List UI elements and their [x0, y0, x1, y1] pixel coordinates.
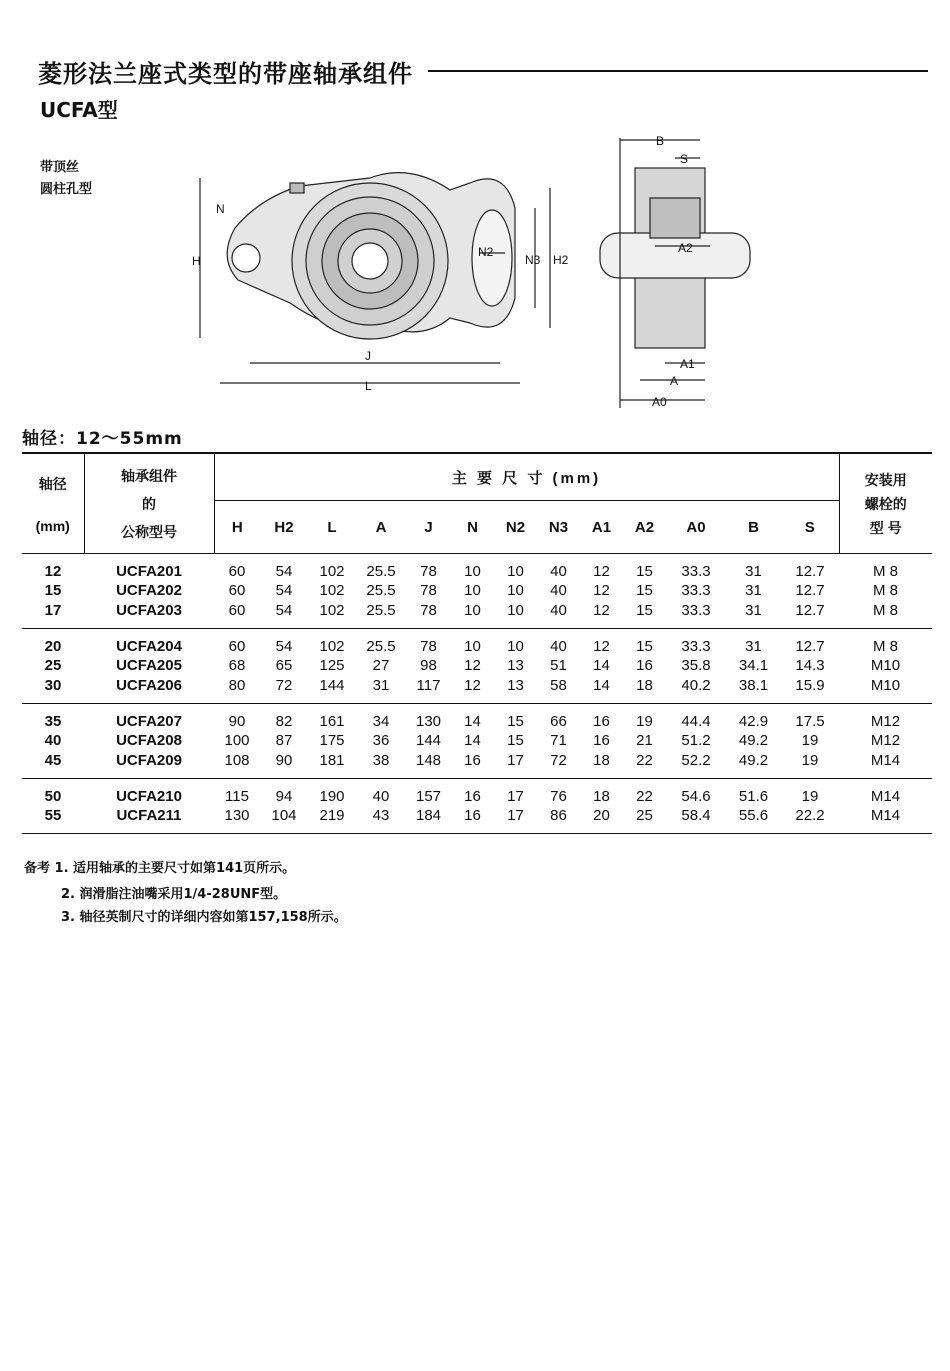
table-cell: 78 — [420, 563, 437, 581]
figure-label-cylindrical-bore: 圆柱孔型 — [40, 182, 93, 197]
table-cell: 16 — [464, 751, 481, 769]
table-cell: 31 — [745, 638, 762, 656]
table-cell: 40 — [372, 787, 390, 805]
table-cell: 10 — [507, 563, 524, 581]
header-unit — [84, 453, 214, 554]
table-cell: 60 — [228, 563, 246, 581]
dim-label-a2: A2 — [678, 241, 693, 255]
table-cell: 25.5 — [366, 638, 396, 656]
table-cell: 12 — [593, 563, 610, 581]
table-cell: 16 — [636, 657, 653, 675]
table-cell: UCFA201 — [116, 563, 182, 581]
dim-label-b: B — [656, 134, 665, 148]
table-cell: 17 — [507, 787, 524, 805]
table-cell: 40.2 — [681, 676, 711, 694]
bearing-unit-drawing — [180, 128, 780, 418]
table-cell: M12 — [870, 712, 901, 730]
table-cell: UCFA203 — [116, 601, 182, 619]
dim-label-a1: A1 — [680, 357, 695, 371]
table-cell: 51.2 — [681, 732, 711, 750]
table-cell: 25.5 — [366, 601, 396, 619]
dim-label-a: A — [670, 374, 679, 388]
table-cell: 10 — [507, 582, 524, 600]
table-cell: 14 — [593, 657, 610, 675]
table-cell: UCFA202 — [116, 582, 182, 600]
table-cell: 38.1 — [738, 676, 769, 694]
table-cell: 15 — [507, 712, 524, 730]
table-cell: 71 — [550, 732, 567, 750]
table-cell: 19 — [801, 751, 819, 769]
table-cell: 10 — [464, 601, 481, 619]
table-cell: 17 — [507, 807, 524, 825]
table-group — [22, 703, 932, 778]
table-cell: 78 — [420, 582, 437, 600]
table-cell: 58 — [550, 676, 567, 694]
table-cell: UCFA207 — [116, 712, 182, 730]
table-cell: 58.4 — [681, 807, 711, 825]
table-row — [22, 562, 932, 581]
header-bolt-l3: 型 号 — [869, 519, 902, 536]
table-cell: 27 — [372, 657, 390, 675]
dim-label-n3: N3 — [525, 253, 541, 267]
table-cell: 15 — [636, 582, 653, 600]
table-cell: 50 — [44, 787, 62, 805]
table-cell: 117 — [416, 676, 441, 694]
col-n: N — [467, 518, 478, 536]
header-bolt — [839, 453, 932, 554]
table-cell: 40 — [44, 732, 62, 750]
table-cell: 15 — [44, 582, 62, 600]
table-cell: 16 — [593, 732, 610, 750]
table-cell: 82 — [275, 712, 293, 730]
table-cell: 12 — [464, 676, 481, 694]
header-unit-l2: 的 — [142, 495, 156, 512]
table-cell: M14 — [870, 787, 901, 805]
table-cell: M12 — [870, 732, 901, 750]
table-cell: 15.9 — [795, 676, 825, 694]
table-cell: 184 — [415, 807, 442, 825]
table-cell: 12 — [464, 657, 481, 675]
table-cell: 14 — [593, 676, 610, 694]
table-cell: 49.2 — [738, 732, 769, 750]
table-cell: 16 — [593, 712, 610, 730]
header-bolt-l2: 螺栓的 — [864, 495, 907, 512]
header-shaft-l2: (mm) — [35, 517, 70, 534]
col-a: A — [375, 518, 387, 536]
table-cell: 10 — [507, 638, 524, 656]
dim-label-j: J — [365, 349, 371, 363]
table-cell: 52.2 — [681, 751, 711, 769]
table-cell: 12 — [593, 638, 610, 656]
table-cell: 148 — [415, 751, 442, 769]
table-cell: 16 — [464, 807, 481, 825]
table-row — [22, 601, 932, 620]
table-row — [22, 637, 932, 656]
table-cell: M 8 — [872, 638, 898, 656]
table-cell: 40 — [550, 563, 567, 581]
table-cell: 30 — [44, 676, 62, 694]
table-cell: 60 — [228, 601, 246, 619]
table-cell: UCFA210 — [116, 787, 182, 805]
table-cell: 33.3 — [681, 601, 711, 619]
table-row — [22, 656, 932, 675]
table-cell: 54 — [275, 601, 293, 619]
table-cell: 78 — [420, 601, 437, 619]
table-cell: 38 — [372, 751, 390, 769]
table-cell: 34 — [372, 712, 390, 730]
spec-table — [22, 452, 932, 834]
table-cell: 51.6 — [738, 787, 769, 805]
table-cell: 130 — [224, 807, 250, 825]
table-row — [22, 712, 932, 731]
table-cell: 22 — [636, 787, 653, 805]
table-cell: 25.5 — [366, 563, 396, 581]
table-cell: 80 — [228, 676, 246, 694]
table-cell: M 8 — [872, 582, 898, 600]
table-cell: 13 — [507, 676, 524, 694]
note-3: 3. 轴径英制尺寸的详细内容如第157,158所示。 — [61, 910, 347, 925]
table-cell: 60 — [228, 638, 246, 656]
table-cell: 25.5 — [366, 582, 396, 600]
table-cell: 36 — [372, 732, 390, 750]
table-cell: 22 — [636, 751, 653, 769]
table-cell: UCFA204 — [116, 638, 182, 656]
table-cell: 35.8 — [681, 657, 711, 675]
shaft-range-heading: 轴径：12～55mm — [22, 429, 183, 449]
table-cell: 33.3 — [681, 582, 711, 600]
table-cell: 22.2 — [795, 807, 825, 825]
table-cell: 66 — [550, 712, 567, 730]
header-shaft-l1: 轴径 — [38, 475, 67, 492]
header-unit-l1: 轴承组件 — [121, 467, 177, 484]
table-cell: 18 — [593, 787, 610, 805]
table-cell: 60 — [228, 582, 246, 600]
table-cell: 219 — [319, 807, 345, 825]
table-cell: 15 — [636, 601, 653, 619]
table-cell: 15 — [507, 732, 524, 750]
table-cell: 76 — [550, 787, 567, 805]
table-cell: 20 — [44, 638, 62, 656]
table-cell: 12.7 — [795, 582, 825, 600]
col-a1: A1 — [591, 518, 612, 536]
table-cell: 102 — [319, 563, 345, 581]
table-row — [22, 581, 932, 600]
table-cell: 54 — [275, 563, 293, 581]
table-cell: 90 — [275, 751, 293, 769]
table-cell: 94 — [275, 787, 293, 805]
table-group — [22, 778, 932, 834]
table-cell: 31 — [745, 563, 762, 581]
table-cell: 10 — [464, 638, 481, 656]
table-cell: 14 — [464, 732, 481, 750]
table-cell: 45 — [44, 751, 62, 769]
table-cell: 72 — [275, 676, 293, 694]
table-cell: 16 — [464, 787, 481, 805]
table-cell: M 8 — [872, 563, 898, 581]
table-cell: M10 — [870, 676, 901, 694]
table-cell: 10 — [464, 582, 481, 600]
table-cell: 12 — [593, 601, 610, 619]
page-title: 菱形法兰座式类型的带座轴承组件 — [38, 60, 413, 88]
table-cell: M14 — [870, 807, 901, 825]
table-cell: 102 — [319, 638, 345, 656]
header-bolt-l1: 安装用 — [864, 471, 907, 488]
table-cell: 13 — [507, 657, 524, 675]
table-cell: 55.6 — [738, 807, 769, 825]
dim-label-h2: H2 — [553, 253, 569, 267]
bore — [352, 243, 388, 279]
table-cell: 35 — [44, 712, 62, 730]
table-cell: 49.2 — [738, 751, 769, 769]
bolt-hole-left — [232, 244, 260, 272]
dim-label-h: H — [192, 254, 201, 268]
table-cell: 40 — [550, 582, 567, 600]
table-cell: M 8 — [872, 601, 898, 619]
table-cell: 90 — [228, 712, 246, 730]
table-cell: 25 — [636, 807, 653, 825]
table-cell: 19 — [801, 787, 819, 805]
col-h2: H2 — [274, 518, 294, 536]
grease-nipple — [290, 183, 304, 193]
dim-label-s: S — [680, 152, 689, 166]
table-cell: 175 — [319, 732, 345, 750]
table-cell: 181 — [319, 751, 345, 769]
table-cell: 21 — [636, 732, 653, 750]
table-cell: 31 — [745, 582, 762, 600]
col-s: S — [804, 518, 815, 536]
table-cell: 31 — [372, 676, 390, 694]
table-cell: 19 — [636, 712, 653, 730]
table-cell: 34.1 — [738, 657, 769, 675]
col-n3: N3 — [548, 518, 569, 536]
table-row — [22, 675, 932, 694]
table-cell: 19 — [801, 732, 819, 750]
table-cell: 125 — [319, 657, 345, 675]
table-cell: 86 — [550, 807, 567, 825]
dim-label-n2: N2 — [478, 245, 494, 259]
table-cell: 12.7 — [795, 638, 825, 656]
table-cell: 33.3 — [681, 638, 711, 656]
table-cell: 87 — [275, 732, 293, 750]
header-shaft — [22, 453, 84, 554]
table-cell: 31 — [745, 601, 762, 619]
table-cell: 102 — [319, 601, 345, 619]
dim-label-a0: A0 — [652, 395, 667, 409]
table-cell: 54 — [275, 638, 293, 656]
table-cell: 54.6 — [681, 787, 711, 805]
table-cell: 15 — [636, 563, 653, 581]
title-rule — [428, 70, 928, 72]
table-cell: 43 — [372, 807, 390, 825]
table-cell: 18 — [636, 676, 653, 694]
table-cell: 65 — [275, 657, 293, 675]
table-row — [22, 806, 932, 825]
col-h: H — [214, 501, 260, 554]
table-cell: 44.4 — [681, 712, 711, 730]
table-cell: 72 — [550, 751, 567, 769]
dim-label-l: L — [365, 379, 372, 393]
header-unit-l3: 公称型号 — [121, 523, 177, 540]
table-cell: 17 — [44, 601, 62, 619]
table-cell: 190 — [319, 787, 345, 805]
table-cell: 40 — [550, 638, 567, 656]
table-cell: UCFA206 — [116, 676, 182, 694]
table-cell: 68 — [228, 657, 246, 675]
table-row — [22, 731, 932, 750]
table-cell: 12 — [593, 582, 610, 600]
table-cell: M10 — [870, 657, 901, 675]
table-cell: 104 — [271, 807, 297, 825]
table-cell: 15 — [636, 638, 653, 656]
table-cell: 14.3 — [795, 657, 825, 675]
table-cell: 12.7 — [795, 601, 825, 619]
table-cell: 33.3 — [681, 563, 711, 581]
table-cell: 25 — [44, 657, 62, 675]
table-cell: 10 — [507, 601, 524, 619]
table-cell: M14 — [870, 751, 901, 769]
table-cell: 18 — [593, 751, 610, 769]
note-1: 备考 1. 适用轴承的主要尺寸如第141页所示。 — [24, 861, 296, 876]
col-l: L — [327, 518, 337, 536]
figure-label-set-screw: 带顶丝 — [40, 160, 80, 175]
table-header — [22, 453, 932, 554]
table-cell: 14 — [464, 712, 481, 730]
table-cell: 51 — [550, 657, 567, 675]
col-n2: N2 — [505, 518, 526, 536]
table-cell: 102 — [319, 582, 345, 600]
table-cell: 55 — [44, 807, 62, 825]
table-cell: 130 — [415, 712, 442, 730]
note-2: 2. 润滑脂注油嘴采用1/4-28UNF型。 — [61, 887, 287, 902]
table-cell: 161 — [319, 712, 345, 730]
table-cell: 20 — [593, 807, 610, 825]
shaft — [600, 233, 750, 278]
table-cell: UCFA211 — [116, 807, 182, 825]
table-group — [22, 554, 932, 629]
table-cell: 100 — [224, 732, 250, 750]
header-main-dims: 主 要 尺 寸 (mm) — [214, 453, 839, 501]
col-a0: A0 — [686, 518, 706, 536]
table-cell: 144 — [415, 732, 442, 750]
dim-label-n: N — [216, 202, 225, 216]
col-j: J — [424, 518, 433, 536]
table-cell: 54 — [275, 582, 293, 600]
table-cell: 12.7 — [795, 563, 825, 581]
table-group — [22, 628, 932, 703]
table-row — [22, 787, 932, 806]
table-row — [22, 750, 932, 769]
table-cell: UCFA208 — [116, 732, 182, 750]
table-cell: 42.9 — [738, 712, 769, 730]
table-cell: 108 — [224, 751, 250, 769]
table-cell: 78 — [420, 638, 437, 656]
col-b: B — [748, 518, 759, 536]
table-cell: UCFA209 — [116, 751, 182, 769]
table-cell: 115 — [225, 787, 249, 805]
page-subtitle: UCFA型 — [40, 98, 118, 122]
table-cell: 12 — [44, 563, 62, 581]
col-a2: A2 — [634, 518, 655, 536]
table-cell: 17.5 — [795, 712, 825, 730]
table-cell: 17 — [507, 751, 524, 769]
table-cell: 10 — [464, 563, 481, 581]
table-cell: 40 — [550, 601, 567, 619]
table-cell: 144 — [319, 676, 345, 694]
table-cell: 157 — [415, 787, 442, 805]
table-cell: 98 — [420, 657, 437, 675]
table-cell: UCFA205 — [116, 657, 182, 675]
